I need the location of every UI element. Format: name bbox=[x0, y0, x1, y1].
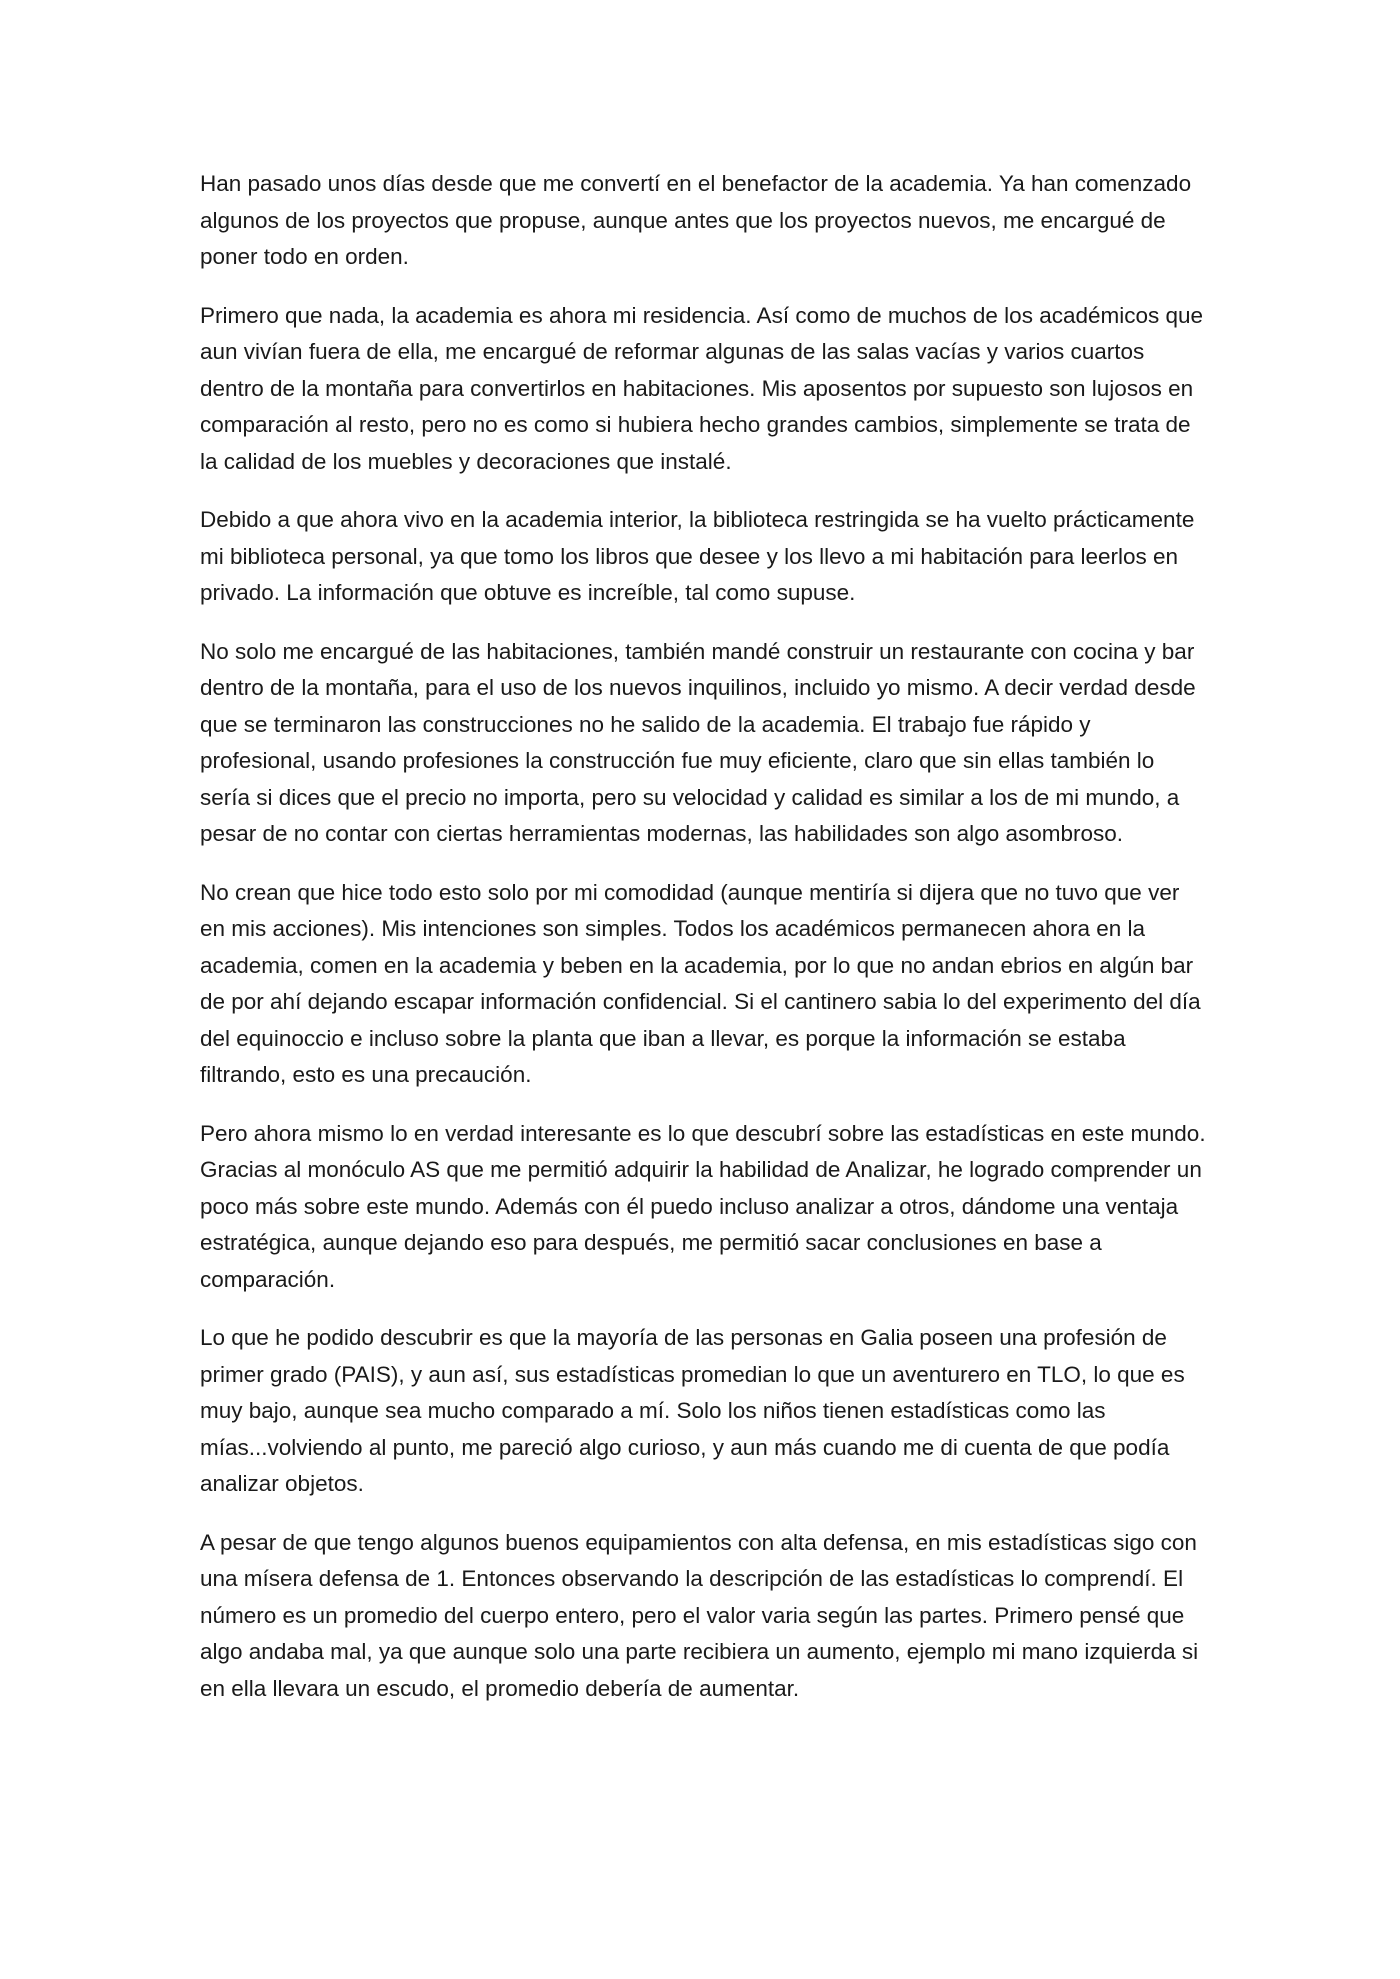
paragraph-5: No crean que hice todo esto solo por mi comodidad (aunque mentiría si dijera que no tuvo que ver en mis acciones). Mis intenciones son simples. Todos los académicos permanecen ahora en la academia, comen en la academia y beben en la academia, por lo que no andan ebrios en algún bar de por ahí dejando escapar información confidencial. Si el cantinero sabia lo del experimento del día del equinoccio e incluso sobre la planta que iban a llevar, es porque la información se estaba filtrando, esto es una precaución. bbox=[200, 879, 1201, 1087]
paragraph-2: Primero que nada, la academia es ahora mi residencia. Así como de muchos de los académicos que aun vivían fuera de ella, me encargué de reformar algunas de las salas vacías y varios cuartos dentro de la montaña para convertirlos en habitaciones. Mis aposentos por supuesto son lujosos en comparación al resto, pero no es como si hubiera hecho grandes cambios, simplemente se trata de la calidad de los muebles y decoraciones que instalé. bbox=[200, 302, 1204, 474]
paragraph-7: Lo que he podido descubrir es que la mayoría de las personas en Galia poseen una profesión de primer grado (PAIS), y aun así, sus estadísticas promedian lo que un aventurero en TLO, lo que es muy bajo, aunque sea mucho comparado a mí. Solo los niños tienen estadísticas como las mías...volviendo al punto, me pareció algo curioso, y aun más cuando me di cuenta de que podía analizar objetos. bbox=[200, 1325, 1185, 1496]
paragraph-3: Debido a que ahora vivo en la academia interior, la biblioteca restringida se ha vuelto prácticamente mi biblioteca personal, ya que tomo los libros que desee y los llevo a mi habitación para leerlos en privado. La información que obtuve es increíble, tal como supuse. bbox=[200, 507, 1195, 605]
paragraph-6: Pero ahora mismo lo en verdad interesante es lo que descubrí sobre las estadísticas en este mundo. Gracias al monóculo AS que me permitió adquirir la habilidad de Analizar, he logrado comprender un poco más sobre este mundo. Además con él puedo incluso analizar a otros, dándome una ventaja estratégica, aunque dejando eso para después, me permitió sacar conclusiones en base a comparación. bbox=[200, 1120, 1206, 1292]
paragraph-4: No solo me encargué de las habitaciones, también mandé construir un restaurante con cocina y bar dentro de la montaña, para el uso de los nuevos inquilinos, incluido yo mismo. A decir verdad desde que se terminaron las construcciones no he salido de la academia. El trabajo fue rápido y profesional, usando profesiones la construcción fue muy eficiente, claro que sin ellas también lo sería si dices que el precio no importa, pero su velocidad y calidad es similar a los de mi mundo, a pesar de no contar con ciertas herramientas modernas, las habilidades son algo asombroso. bbox=[200, 638, 1196, 846]
paragraph-8: A pesar de que tengo algunos buenos equipamientos con alta defensa, en mis estadísticas sigo con una mísera defensa de 1. Entonces observando la descripción de las estadísticas lo comprendí. El número es un promedio del cuerpo entero, pero el valor varia según las partes. Primero pensé que algo andaba mal, ya que aunque solo una parte recibiera un aumento, ejemplo mi mano izquierda si en ella llevara un escudo, el promedio debería de aumentar. bbox=[200, 1529, 1199, 1701]
document-page bbox=[200, 166, 1210, 1729]
paragraph-1: Han pasado unos días desde que me convertí en el benefactor de la academia. Ya han comenzado algunos de los proyectos que propuse, aunque antes que los proyectos nuevos, me encargué de poner todo en orden. bbox=[200, 171, 1192, 269]
